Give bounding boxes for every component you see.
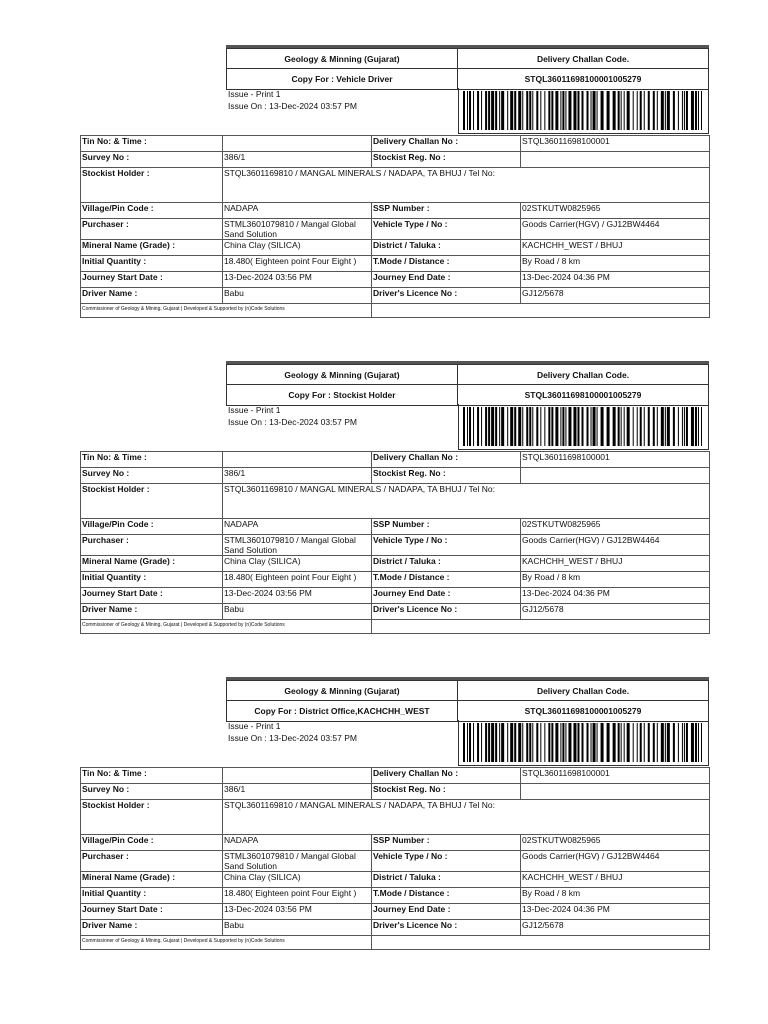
challan-code: STQL36011698100001005279 <box>458 69 709 90</box>
challan-no-label: Delivery Challan No : <box>372 452 521 468</box>
table-row <box>81 203 710 219</box>
issue-date: Issue On : 13-Dec-2024 03:57 PM <box>228 417 357 427</box>
challan-copy-stockist-holder <box>0 361 768 681</box>
quantity-label: Initial Quantity : <box>81 888 223 904</box>
licence-value: GJ12/5678 <box>521 288 710 304</box>
licence-label: Driver's Licence No : <box>372 920 521 936</box>
table-row <box>81 620 710 634</box>
mineral-value: China Clay (SILICA) <box>223 240 372 256</box>
table-row <box>81 920 710 936</box>
challan-code: STQL36011698100001005279 <box>458 385 709 406</box>
table-row <box>81 872 710 888</box>
end-date-value: 13-Dec-2024 04:36 PM <box>521 588 710 604</box>
table-row <box>81 851 710 872</box>
driver-label: Driver Name : <box>81 604 223 620</box>
village-label: Village/Pin Code : <box>81 519 223 535</box>
start-date-value: 13-Dec-2024 03:56 PM <box>223 904 372 920</box>
mode-value: By Road / 8 km <box>521 256 710 272</box>
challan-no-label: Delivery Challan No : <box>372 768 521 784</box>
stockist-holder-label: Stockist Holder : <box>81 484 223 519</box>
mineral-value: China Clay (SILICA) <box>223 872 372 888</box>
table-row <box>81 219 710 240</box>
mineral-label: Mineral Name (Grade) : <box>81 556 223 572</box>
table-row <box>81 588 710 604</box>
stockist-reg-label: Stockist Reg. No : <box>372 784 521 800</box>
purchaser-value: STML3601079810 / Mangal Global Sand Solution <box>223 535 372 556</box>
challan-details-table <box>80 767 710 950</box>
org-title: Geology & Minning (Gujarat) <box>226 364 458 385</box>
copy-for: Copy For : District Office,KACHCHH_WEST <box>226 701 458 722</box>
table-row <box>81 519 710 535</box>
end-date-label: Journey End Date : <box>372 904 521 920</box>
challan-header <box>226 361 709 406</box>
start-date-label: Journey Start Date : <box>81 588 223 604</box>
challan-details-table <box>80 135 710 318</box>
vehicle-value: Goods Carrier(HGV) / GJ12BW4464 <box>521 851 710 872</box>
village-value: NADAPA <box>223 203 372 219</box>
stockist-reg-value <box>521 784 710 800</box>
vehicle-label: Vehicle Type / No : <box>372 851 521 872</box>
quantity-value: 18.480( Eighteen point Four Eight ) <box>223 572 372 588</box>
org-title: Geology & Minning (Gujarat) <box>226 48 458 69</box>
mineral-label: Mineral Name (Grade) : <box>81 872 223 888</box>
stockist-reg-value <box>521 468 710 484</box>
stockist-reg-label: Stockist Reg. No : <box>372 468 521 484</box>
purchaser-label: Purchaser : <box>81 535 223 556</box>
mode-label: T.Mode / Distance : <box>372 256 521 272</box>
issue-print: Issue - Print 1 <box>228 721 281 731</box>
table-row <box>81 168 710 203</box>
table-row <box>81 152 710 168</box>
tin-value <box>223 452 372 468</box>
stockist-reg-label: Stockist Reg. No : <box>372 152 521 168</box>
stockist-holder-value: STQL3601169810 / MANGAL MINERALS / NADAPA, TA BHUJ / Tel No: <box>223 168 710 203</box>
village-label: Village/Pin Code : <box>81 203 223 219</box>
challan-code-label: Delivery Challan Code. <box>458 364 709 385</box>
mineral-label: Mineral Name (Grade) : <box>81 240 223 256</box>
district-label: District / Taluka : <box>372 872 521 888</box>
table-row <box>81 240 710 256</box>
district-label: District / Taluka : <box>372 556 521 572</box>
barcode <box>458 720 709 766</box>
ssp-value: 02STKUTW0825965 <box>521 835 710 851</box>
table-row <box>81 304 710 318</box>
challan-code-label: Delivery Challan Code. <box>458 48 709 69</box>
driver-label: Driver Name : <box>81 288 223 304</box>
purchaser-label: Purchaser : <box>81 851 223 872</box>
table-row <box>81 784 710 800</box>
district-value: KACHCHH_WEST / BHUJ <box>521 872 710 888</box>
quantity-value: 18.480( Eighteen point Four Eight ) <box>223 888 372 904</box>
table-row <box>81 936 710 950</box>
challan-code: STQL36011698100001005279 <box>458 701 709 722</box>
survey-value: 386/1 <box>223 152 372 168</box>
challan-no-value: STQL36011698100001 <box>521 768 710 784</box>
survey-value: 386/1 <box>223 784 372 800</box>
tin-label: Tin No: & Time : <box>81 452 223 468</box>
table-row <box>81 835 710 851</box>
vehicle-value: Goods Carrier(HGV) / GJ12BW4464 <box>521 535 710 556</box>
barcode <box>458 88 709 134</box>
village-value: NADAPA <box>223 835 372 851</box>
start-date-label: Journey Start Date : <box>81 272 223 288</box>
challan-copy-district-office <box>0 677 768 997</box>
barcode-icon <box>463 723 704 762</box>
mode-label: T.Mode / Distance : <box>372 572 521 588</box>
mineral-value: China Clay (SILICA) <box>223 556 372 572</box>
table-row <box>81 288 710 304</box>
end-date-value: 13-Dec-2024 04:36 PM <box>521 904 710 920</box>
vehicle-value: Goods Carrier(HGV) / GJ12BW4464 <box>521 219 710 240</box>
purchaser-value: STML3601079810 / Mangal Global Sand Solution <box>223 219 372 240</box>
challan-no-value: STQL36011698100001 <box>521 136 710 152</box>
vehicle-label: Vehicle Type / No : <box>372 219 521 240</box>
ssp-label: SSP Number : <box>372 519 521 535</box>
tin-label: Tin No: & Time : <box>81 136 223 152</box>
table-row <box>81 535 710 556</box>
end-date-value: 13-Dec-2024 04:36 PM <box>521 272 710 288</box>
tin-label: Tin No: & Time : <box>81 768 223 784</box>
table-row <box>81 904 710 920</box>
table-row <box>81 888 710 904</box>
barcode <box>458 404 709 450</box>
footer-blank <box>372 304 710 318</box>
ssp-label: SSP Number : <box>372 835 521 851</box>
issue-date: Issue On : 13-Dec-2024 03:57 PM <box>228 101 357 111</box>
challan-no-value: STQL36011698100001 <box>521 452 710 468</box>
licence-value: GJ12/5678 <box>521 604 710 620</box>
quantity-label: Initial Quantity : <box>81 256 223 272</box>
survey-label: Survey No : <box>81 152 223 168</box>
purchaser-label: Purchaser : <box>81 219 223 240</box>
challan-header <box>226 677 709 722</box>
licence-value: GJ12/5678 <box>521 920 710 936</box>
survey-label: Survey No : <box>81 784 223 800</box>
mode-value: By Road / 8 km <box>521 888 710 904</box>
licence-label: Driver's Licence No : <box>372 288 521 304</box>
footer-credit: Commissioner of Geology & Mining, Gujarat | Developed & Supported by (n)Code Solutions <box>81 304 372 318</box>
stockist-holder-value: STQL3601169810 / MANGAL MINERALS / NADAPA, TA BHUJ / Tel No: <box>223 484 710 519</box>
district-value: KACHCHH_WEST / BHUJ <box>521 556 710 572</box>
stockist-holder-label: Stockist Holder : <box>81 168 223 203</box>
driver-label: Driver Name : <box>81 920 223 936</box>
challan-copy-vehicle-driver <box>0 45 768 365</box>
driver-value: Babu <box>223 920 372 936</box>
ssp-value: 02STKUTW0825965 <box>521 203 710 219</box>
table-row <box>81 800 710 835</box>
table-row <box>81 604 710 620</box>
table-row <box>81 484 710 519</box>
start-date-value: 13-Dec-2024 03:56 PM <box>223 588 372 604</box>
village-value: NADAPA <box>223 519 372 535</box>
footer-credit: Commissioner of Geology & Mining, Gujarat | Developed & Supported by (n)Code Solutions <box>81 936 372 950</box>
driver-value: Babu <box>223 288 372 304</box>
licence-label: Driver's Licence No : <box>372 604 521 620</box>
quantity-value: 18.480( Eighteen point Four Eight ) <box>223 256 372 272</box>
table-row <box>81 572 710 588</box>
table-row <box>81 556 710 572</box>
table-row <box>81 256 710 272</box>
issue-print: Issue - Print 1 <box>228 405 281 415</box>
stockist-holder-label: Stockist Holder : <box>81 800 223 835</box>
ssp-label: SSP Number : <box>372 203 521 219</box>
survey-label: Survey No : <box>81 468 223 484</box>
footer-blank <box>372 620 710 634</box>
tin-value <box>223 768 372 784</box>
stockist-reg-value <box>521 152 710 168</box>
issue-date: Issue On : 13-Dec-2024 03:57 PM <box>228 733 357 743</box>
table-row <box>81 768 710 784</box>
barcode-icon <box>463 91 704 130</box>
survey-value: 386/1 <box>223 468 372 484</box>
mode-label: T.Mode / Distance : <box>372 888 521 904</box>
tin-value <box>223 136 372 152</box>
quantity-label: Initial Quantity : <box>81 572 223 588</box>
end-date-label: Journey End Date : <box>372 588 521 604</box>
copy-for: Copy For : Vehicle Driver <box>226 69 458 90</box>
mode-value: By Road / 8 km <box>521 572 710 588</box>
purchaser-value: STML3601079810 / Mangal Global Sand Solution <box>223 851 372 872</box>
issue-info <box>226 720 460 766</box>
challan-header <box>226 45 709 90</box>
challan-code-label: Delivery Challan Code. <box>458 680 709 701</box>
footer-credit: Commissioner of Geology & Mining, Gujarat | Developed & Supported by (n)Code Solutions <box>81 620 372 634</box>
start-date-value: 13-Dec-2024 03:56 PM <box>223 272 372 288</box>
end-date-label: Journey End Date : <box>372 272 521 288</box>
table-row <box>81 136 710 152</box>
district-value: KACHCHH_WEST / BHUJ <box>521 240 710 256</box>
table-row <box>81 468 710 484</box>
challan-details-table <box>80 451 710 634</box>
table-row <box>81 272 710 288</box>
stockist-holder-value: STQL3601169810 / MANGAL MINERALS / NADAPA, TA BHUJ / Tel No: <box>223 800 710 835</box>
table-row <box>81 452 710 468</box>
ssp-value: 02STKUTW0825965 <box>521 519 710 535</box>
vehicle-label: Vehicle Type / No : <box>372 535 521 556</box>
barcode-icon <box>463 407 704 446</box>
footer-blank <box>372 936 710 950</box>
village-label: Village/Pin Code : <box>81 835 223 851</box>
issue-print: Issue - Print 1 <box>228 89 281 99</box>
start-date-label: Journey Start Date : <box>81 904 223 920</box>
district-label: District / Taluka : <box>372 240 521 256</box>
issue-info <box>226 404 460 450</box>
org-title: Geology & Minning (Gujarat) <box>226 680 458 701</box>
copy-for: Copy For : Stockist Holder <box>226 385 458 406</box>
driver-value: Babu <box>223 604 372 620</box>
challan-no-label: Delivery Challan No : <box>372 136 521 152</box>
issue-info <box>226 88 460 134</box>
